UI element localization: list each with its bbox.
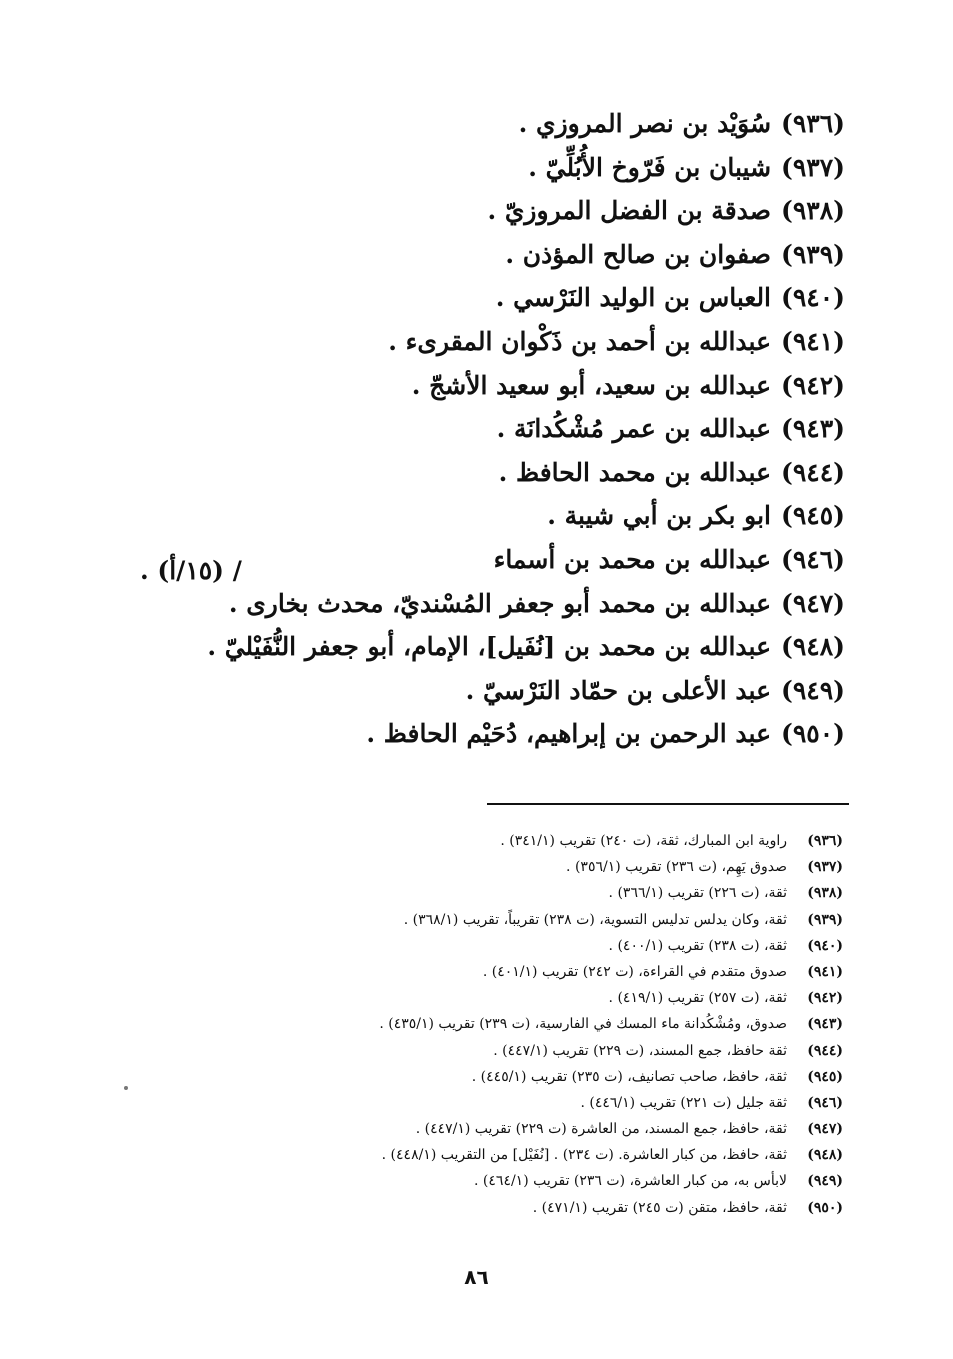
footnote-number: (٩٤١) (807, 963, 843, 980)
footnote-number: (٩٤٦) (807, 1094, 843, 1111)
footnote-text: ثقة حافظ، جمع المسند، (ت ٢٢٩) تقريب (٤٤٧/١) . (493, 1042, 787, 1059)
entry-number: (٩٣٨) (781, 196, 845, 226)
scan-speck (124, 1086, 128, 1090)
entry-text: شيبان بن فَرّوخ الأُبُلِّيّ . (528, 152, 772, 182)
entry-item (65, 451, 845, 495)
footnote-text: ثقة، (ت ٢٥٧) تقريب (٤١٩/١) . (608, 990, 787, 1007)
footnote-item (123, 1142, 843, 1168)
footnote-item (123, 907, 843, 933)
entry-number: (٩٤٥) (781, 501, 845, 531)
entry-text: ابو بكر بن أبي شيبة . (547, 501, 772, 531)
footnote-item (123, 854, 843, 880)
footnote-text: ثقة، وكان يدلس تدليس التسوية، (ت ٢٣٨) تقريباً، تقريب (٣٦٨/١) . (403, 911, 787, 928)
footnote-text: لابأس به، من كبار العاشرة، (ت ٢٣٦) تقريب (٤٦٤/١) . (474, 1173, 787, 1190)
entry-item (65, 102, 845, 146)
entry-text: عبدالله بن محمد أبو جعفر المُسْنديّ، محدث بخارى . (228, 588, 772, 618)
footnote-number: (٩٤٠) (807, 937, 843, 954)
entry-item (65, 494, 845, 538)
footnote-number: (٩٣٩) (807, 911, 843, 928)
footnote-text: ثقة، حافظ، متقن (ت ٢٤٥) تقريب (٤٧١/١) . (532, 1199, 787, 1216)
footnote-text: ثقة، (ت ٢٣٨) تقريب (٤٠٠/١) . (608, 937, 787, 954)
entry-number: (٩٤٣) (781, 414, 845, 444)
footnote-item (123, 1195, 843, 1221)
footnote-item (123, 1116, 843, 1142)
footnote-number: (٩٣٨) (807, 885, 843, 902)
entry-text: عبدالله بن سعيد، أبو سعيد الأشجّ . (411, 370, 772, 400)
entry-text: صفوان بن صالح المؤذن . (505, 239, 772, 269)
footnote-number: (٩٤٨) (807, 1147, 843, 1164)
entry-item (65, 364, 845, 408)
entry-number: (٩٤٩) (781, 675, 845, 705)
entry-number: (٩٣٩) (781, 239, 845, 269)
page-number: ٨٦ (464, 1265, 489, 1289)
footnote-item (123, 828, 843, 854)
footnote-text: ثقة، حافظ، من كبار العاشرة. (ت ٢٣٤) . [نُفَيْل] من التقريب (٤٤٨/١) . (381, 1147, 787, 1164)
footnote-text: صدوق يَهِم، (ت ٢٣٦) تقريب (٣٥٦/١) . (566, 859, 787, 876)
entry-number: (٩٣٧) (781, 152, 845, 182)
entry-item (65, 189, 845, 233)
entry-item (65, 712, 845, 756)
footnote-text: صدوق، ومُشْكُدانة ماء المسك في الفارسية، (ت ٢٣٩) تقريب (٤٣٥/١) . (379, 1016, 787, 1033)
entry-item (65, 233, 845, 277)
entry-text: عبدالله بن أحمد بن ذَكْوان المقرىء . (388, 326, 772, 356)
footnote-item (123, 1011, 843, 1037)
entry-text: عبدالله بن محمد الحافظ . (498, 457, 772, 487)
footnote-number: (٩٣٧) (807, 859, 843, 876)
entry-number: (٩٤٧) (781, 588, 845, 618)
footnote-item (123, 985, 843, 1011)
footnote-text: ثقة، حافظ، صاحب تصانيف، (ت ٢٣٥) تقريب (٤٤٥/١) . (471, 1068, 787, 1085)
entry-number: (٩٤٦) (781, 544, 845, 574)
footnote-text: ثقة جليل (ت ٢٢١) تقريب (٤٤٦/١) . (580, 1094, 787, 1111)
entry-number: (٩٤٠) (781, 283, 845, 313)
entry-number: (٩٥٠) (781, 719, 845, 749)
footnote-number: (٩٤٥) (807, 1068, 843, 1085)
footnote-separator (487, 803, 849, 805)
footnote-number: (٩٤٢) (807, 990, 843, 1007)
entry-item (65, 669, 845, 713)
footnote-number: (٩٣٦) (807, 833, 843, 849)
entry-number: (٩٤٨) (781, 632, 845, 662)
entry-number: (٩٤١) (781, 326, 845, 356)
footnote-text: صدوق متقدم في القراءة، (ت ٢٤٢) تقريب (٤٠١/١) . (482, 963, 787, 980)
footnote-item (123, 933, 843, 959)
entry-number: (٩٤٤) (781, 457, 845, 487)
footnote-item (123, 1090, 843, 1116)
entry-item (65, 276, 845, 320)
footnote-number: (٩٤٩) (807, 1173, 843, 1190)
footnote-number: (٩٤٤) (807, 1042, 843, 1059)
footnote-number: (٩٤٧) (807, 1121, 843, 1138)
manuscript-folio-mark: / (١٥/أ) . (140, 556, 242, 585)
entry-item (65, 146, 845, 190)
entry-text: عبدالله بن محمد بن أسماء (493, 544, 772, 574)
footnote-number: (٩٥٠) (807, 1199, 843, 1216)
footnote-item (123, 1038, 843, 1064)
entry-text: عبدالله بن محمد بن [نُفَيل]، الإمام، أبو جعفر النُّفَيْليّ . (207, 632, 772, 662)
entry-text: سُوَيْد بن نصر المروزي . (518, 109, 772, 138)
entry-text: صدقة بن الفضل المروزيّ . (487, 196, 772, 226)
entry-item (65, 625, 845, 669)
entry-text: عبدالله بن عمر مُشْكُدانَة . (496, 414, 772, 444)
footnote-text: راوية ابن المبارك، ثقة، (ت ٢٤٠) تقريب (٣٤١/١) . (500, 833, 787, 849)
entry-text: عبد الأعلى بن حمّاد النَرْسيّ . (465, 675, 772, 705)
footnote-item (123, 959, 843, 985)
entry-item (65, 407, 845, 451)
entry-number: (٩٣٦) (781, 109, 845, 138)
footnote-number: (٩٤٣) (807, 1016, 843, 1033)
footnote-text: ثقة، حافظ، جمع المسند، من العاشرة (ت ٢٢٩) تقريب (٤٤٧/١) . (415, 1121, 787, 1138)
entry-number: (٩٤٢) (781, 370, 845, 400)
entry-text: عبد الرحمن بن إبراهيم، دُحَيْم الحافظ . (366, 719, 772, 749)
footnote-item (123, 1064, 843, 1090)
footnote-item (123, 880, 843, 906)
footnotes-list (123, 828, 843, 1221)
entry-text: العباس بن الوليد النَرْسي . (495, 283, 772, 313)
entries-list (65, 102, 845, 756)
footnote-text: ثقة، (ت ٢٢٦) تقريب (٣٦٦/١) . (608, 885, 787, 902)
entry-item (65, 320, 845, 364)
footnote-item (123, 1168, 843, 1194)
